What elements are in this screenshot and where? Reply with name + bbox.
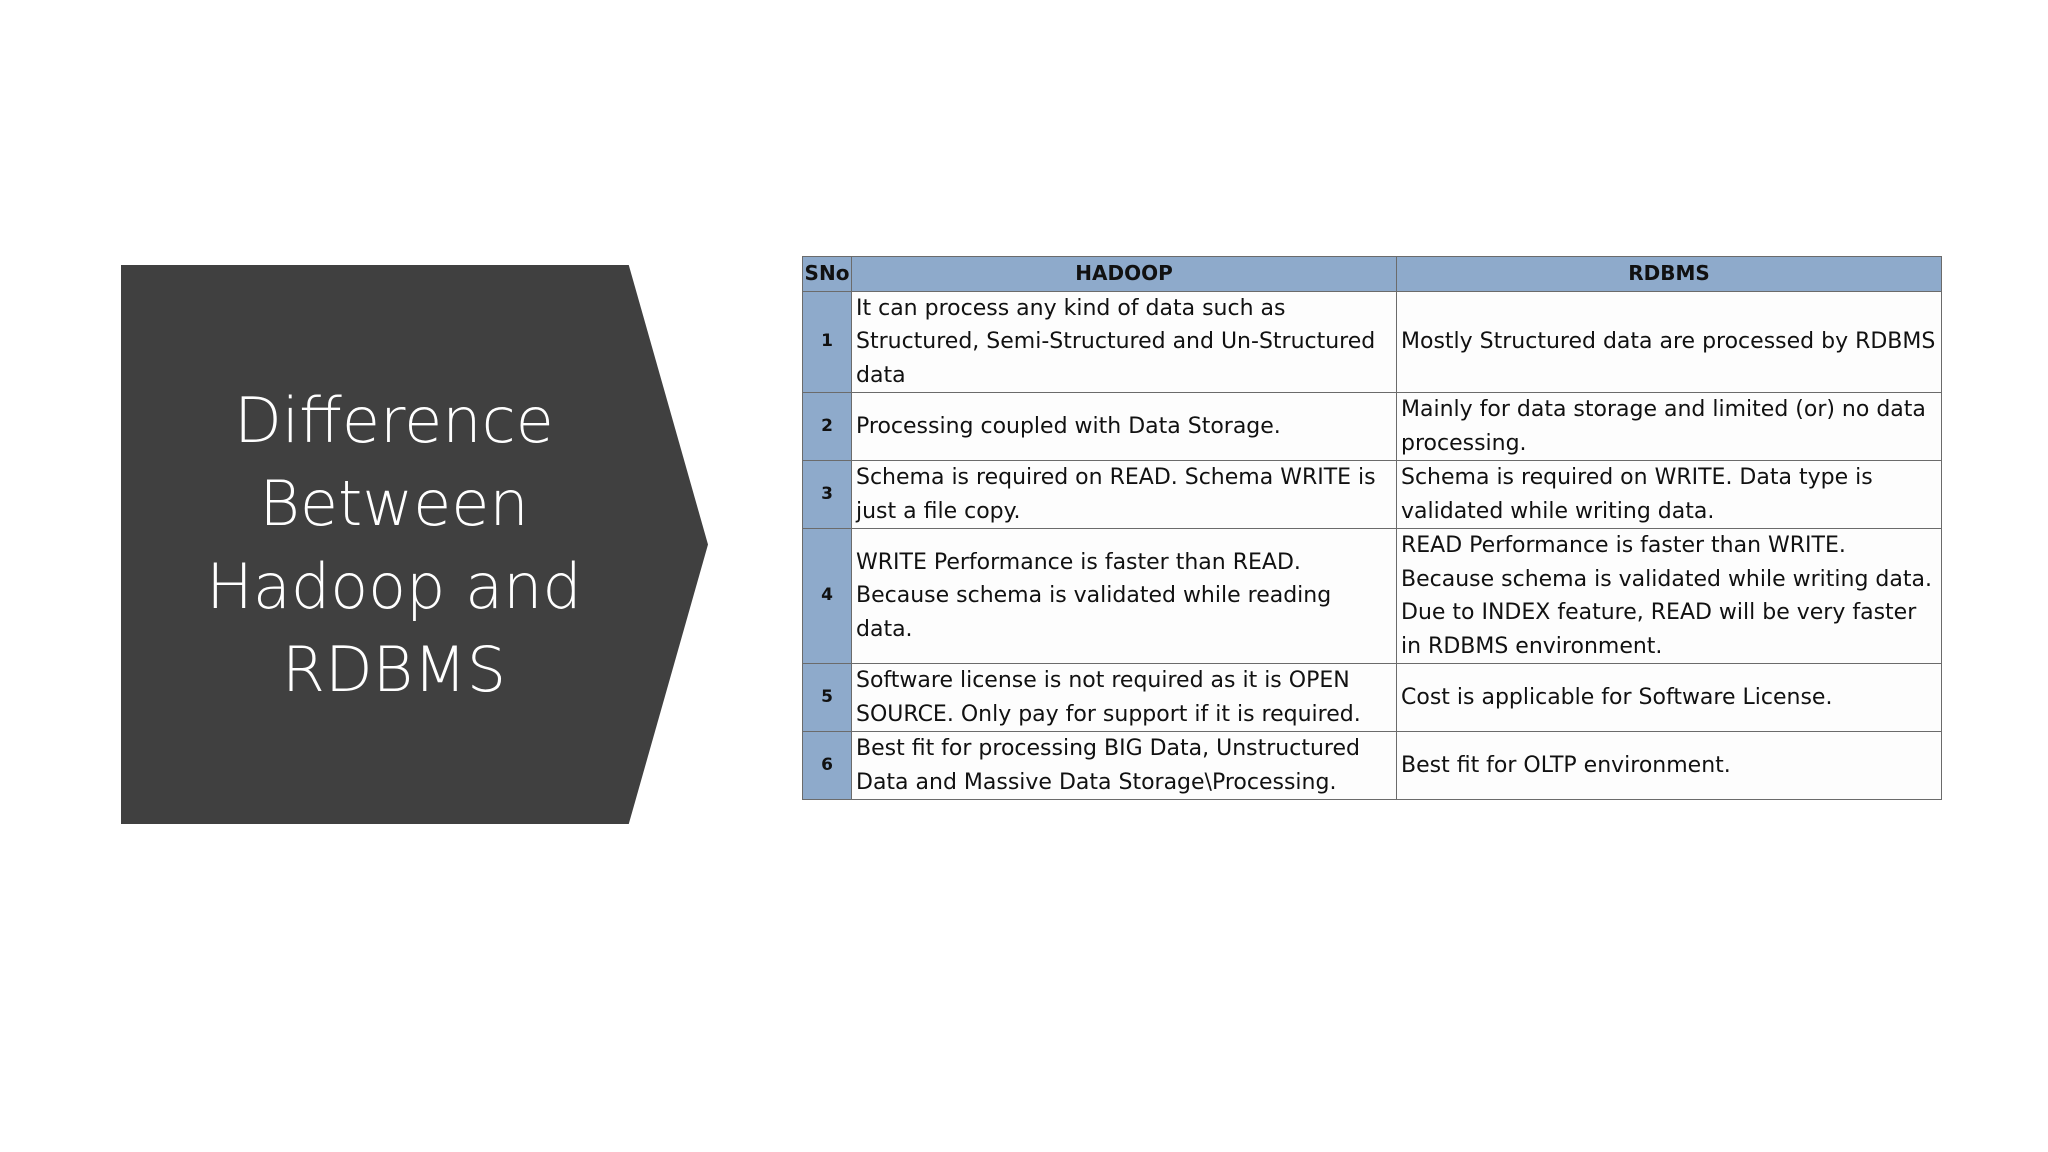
rdbms-cell: Mostly Structured data are processed by RDBMS [1397,291,1942,393]
slide-title: Difference Between Hadoop and RDBMS [206,383,582,706]
row-number: 4 [803,529,852,664]
table-row [803,291,1942,393]
header-hadoop: HADOOP [852,257,1397,292]
rdbms-cell: Cost is applicable for Software License. [1397,664,1942,732]
rdbms-cell: Schema is required on WRITE. Data type is validated while writing data. [1397,461,1942,529]
row-number: 5 [803,664,852,732]
table-row [803,664,1942,732]
rdbms-cell: Mainly for data storage and limited (or) no data processing. [1397,393,1942,461]
row-number: 3 [803,461,852,529]
rdbms-cell: READ Performance is faster than WRITE. Because schema is validated while writing data. Due to INDEX feature, READ will be very faster in RDBMS environment. [1397,529,1942,664]
row-number: 6 [803,732,852,800]
header-sno: SNo [803,257,852,292]
row-number: 2 [803,393,852,461]
row-number: 1 [803,291,852,393]
hadoop-cell: It can process any kind of data such as Structured, Semi-Structured and Un-Structured data [852,291,1397,393]
hadoop-cell: Software license is not required as it is OPEN SOURCE. Only pay for support if it is required. [852,664,1397,732]
table-row [803,461,1942,529]
hadoop-cell: WRITE Performance is faster than READ. Because schema is validated while reading data. [852,529,1397,664]
hadoop-cell: Processing coupled with Data Storage. [852,393,1397,461]
rdbms-cell: Best fit for OLTP environment. [1397,732,1942,800]
hadoop-cell: Schema is required on READ. Schema WRITE is just a file copy. [852,461,1397,529]
hadoop-cell: Best fit for processing BIG Data, Unstructured Data and Massive Data Storage\Processing. [852,732,1397,800]
table-row [803,529,1942,664]
header-rdbms: RDBMS [1397,257,1942,292]
table-row [803,732,1942,800]
table-header-row [803,257,1942,292]
comparison-table [802,256,1942,800]
table-row [803,393,1942,461]
